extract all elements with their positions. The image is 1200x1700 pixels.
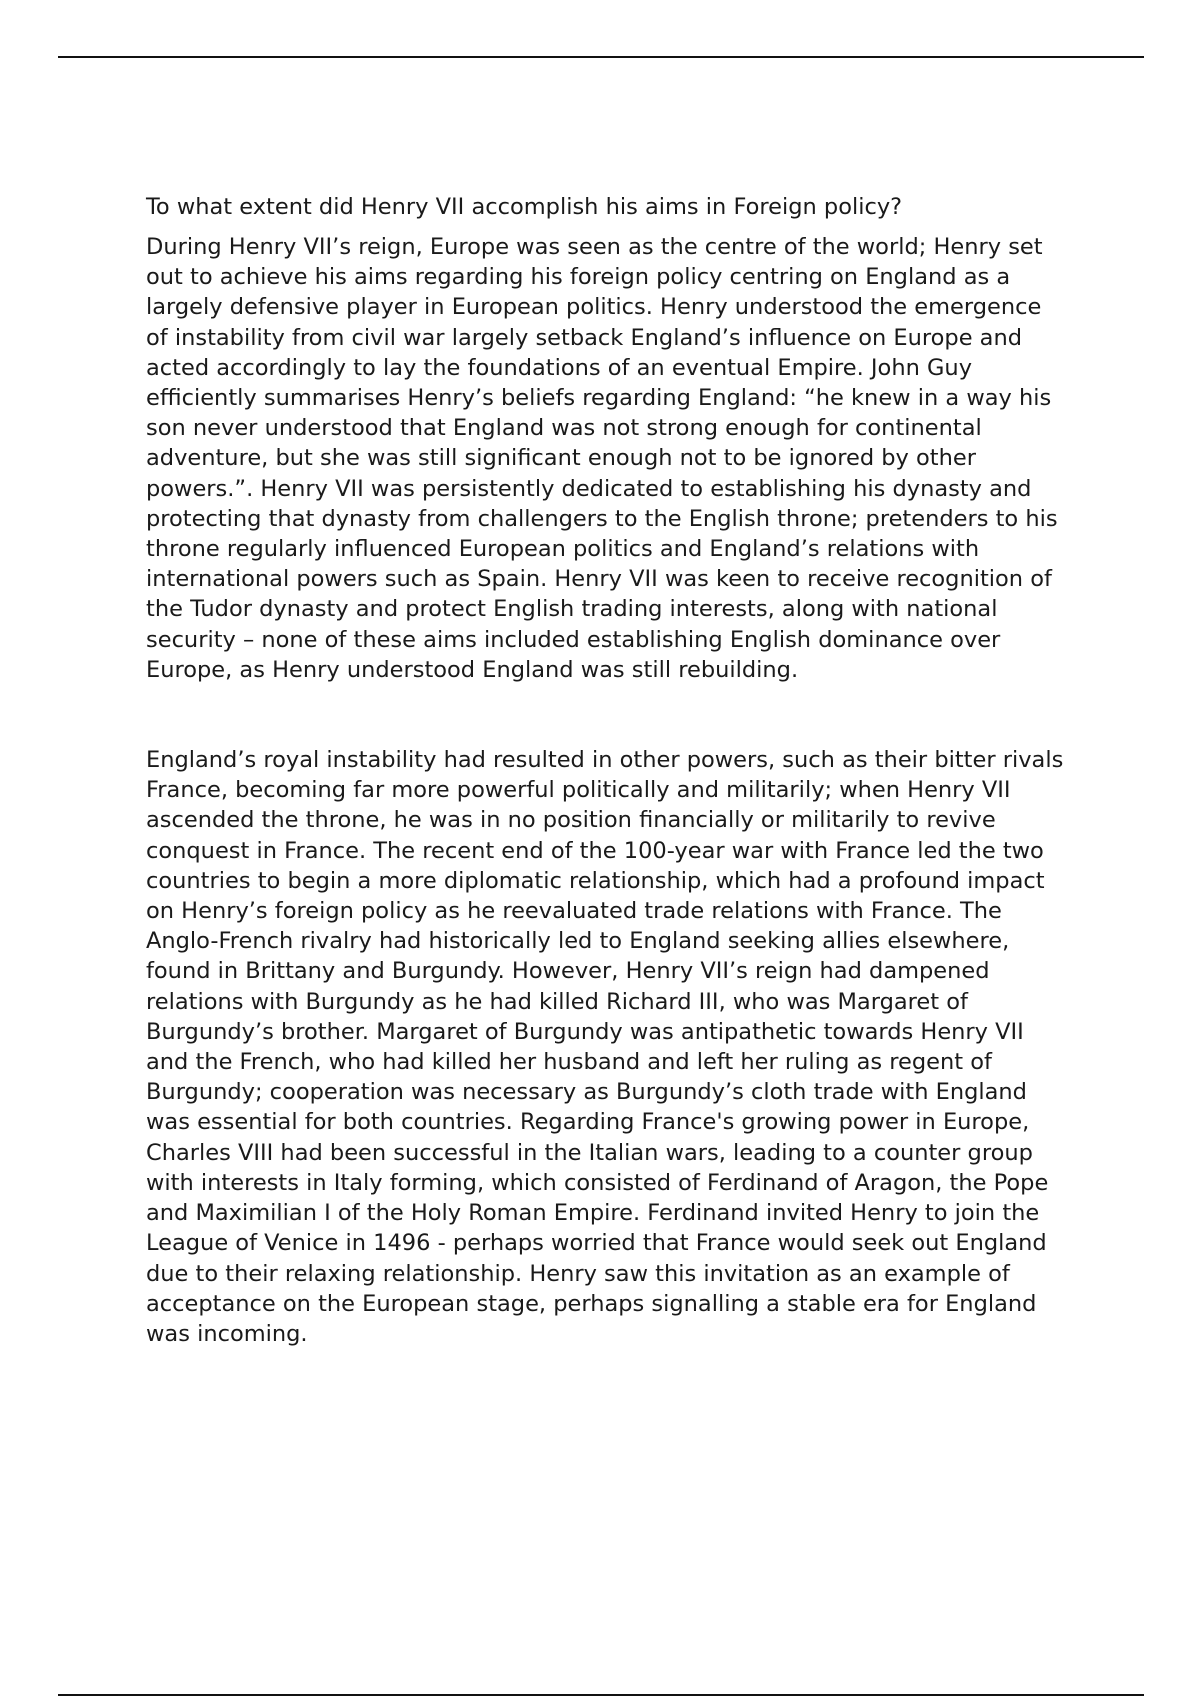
- essay-question: To what extent did Henry VII accomplish his aims in Foreign policy?: [146, 194, 903, 220]
- footer-rule: [58, 1694, 1144, 1696]
- paragraph-1: During Henry VII’s reign, Europe was seen as the centre of the world; Henry set out to achieve his aims regarding his foreign policy centring on England as a largely defensive player in European politics. Henry understood the emergence of instability from civil war largely setback England’s influence on Europe and acted accordingly to lay the foundations of an eventual Empire. John Guy efficiently summarises Henry’s beliefs regarding England: “he knew in a way his son never understood that England was not strong enough for continental adventure, but she was still significant enough not to be ignored by other powers.”. Henry VII was persistently dedicated to establishing his dynasty and protecting that dynasty from challengers to the English throne; pretenders to his throne regularly influenced European politics and England’s relations with international powers such as Spain. Henry VII was keen to receive recognition of the Tudor dynasty and protect English trading interests, along with national security – none of these aims included establishing English dominance over Europe, as Henry understood England was still rebuilding.: [146, 234, 1058, 683]
- document-body: [146, 192, 1066, 1349]
- header-rule: [58, 56, 1144, 58]
- paragraph-2: England’s royal instability had resulted in other powers, such as their bitter rivals France, becoming far more powerful politically and militarily; when Henry VII ascended the throne, he was in no position financially or militarily to revive conquest in France. The recent end of the 100-year war with France led the two countries to begin a more diplomatic relationship, which had a profound impact on Henry’s foreign policy as he reevaluated trade relations with France. The Anglo-French rivalry had historically led to England seeking allies elsewhere, found in Brittany and Burgundy. However, Henry VII’s reign had dampened relations with Burgundy as he had killed Richard III, who was Margaret of Burgundy’s brother. Margaret of Burgundy was antipathetic towards Henry VII and the French, who had killed her husband and left her ruling as regent of Burgundy; cooperation was necessary as Burgundy’s cloth trade with England was essential for both countries. Regarding France's growing power in Europe, Charles VIII had been successful in the Italian wars, leading to a counter group with interests in Italy forming, which consisted of Ferdinand of Aragon, the Pope and Maximilian I of the Holy Roman Empire. Ferdinand invited Henry to join the League of Venice in 1496 - perhaps worried that France would seek out England due to their relaxing relationship. Henry saw this invitation as an example of acceptance on the European stage, perhaps signalling a stable era for England was incoming.: [146, 747, 1064, 1347]
